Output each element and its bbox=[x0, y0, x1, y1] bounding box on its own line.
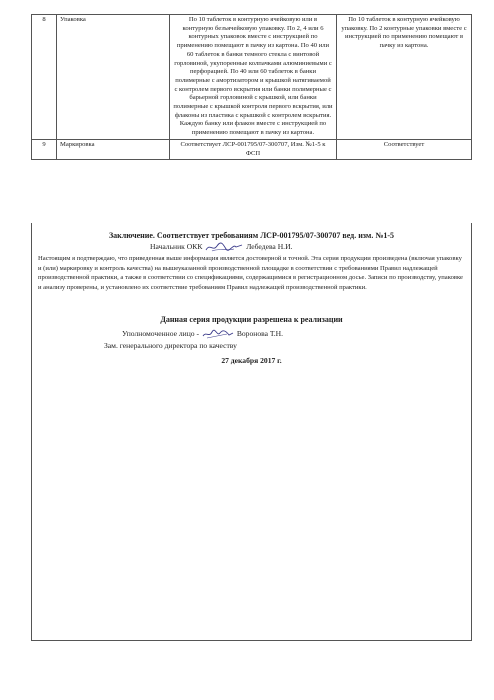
table-row bbox=[32, 15, 472, 140]
row-number: 8 bbox=[32, 15, 57, 140]
release-statement: Данная серия продукции разрешена к реализации bbox=[160, 315, 343, 324]
authorized-signature-icon bbox=[201, 328, 235, 340]
conclusion-section bbox=[31, 223, 472, 641]
statement-paragraph: Настоящим я подтверждаю, что приведенная выше информация является достоверной и точной. Эта серия продукции произведена (включая упаковку и (или) маркировку и контроль качества) на вышеуказанной производственной площадке в соответствии с требованиями Правил надлежащей производственной практики, а также в соответствии со спецификациями, содержащимися в регистрационном досье. Записи по производству, упаковке и анализу проверены, и установлено их соответствие требованиям Правил надлежащей производственной практики. bbox=[38, 255, 463, 291]
authorized-signature-line bbox=[122, 328, 283, 340]
row-fact: По 10 таблеток в контурную ячейковую упаковку. По 2 контурные упаковки вместе с инструкцией по применению помещают в пачку из картона. bbox=[337, 15, 472, 140]
authorized-name: Воронова Т.Н. bbox=[236, 328, 284, 338]
okk-name: Лебедева Н.И. bbox=[246, 241, 293, 251]
okk-signature-line bbox=[150, 241, 292, 253]
conclusion-heading: Заключение. Соответствует требованиям ЛСР-001795/07-300707 вед. изм. №1-5 bbox=[108, 231, 395, 240]
okk-title: Начальник ОКК bbox=[150, 241, 203, 251]
okk-signature-icon bbox=[204, 241, 244, 253]
row-requirement: Соответствует ЛСР-001795/07-300707, Изм. №1-5 к ФСП bbox=[170, 139, 337, 159]
row-name: Маркировка bbox=[57, 139, 170, 159]
document-date: 27 декабря 2017 г. bbox=[221, 356, 282, 365]
row-requirement: По 10 таблеток в контурную ячейковую или в контурную безъячейковую упаковку. По 2, 4 или 6 контурных упаковок вместе с инструкцией по применению помещают в пачку из картона. По 40 или 60 таблеток в банки темного стекла с винтовой горловиной, укупоренные колпачками алюминиевыми с перфорацией. По 40 или 60 таблеток в банки полимерные с амортизатором и крышкой натягиваемой с контролем первого вскрытия или банки полимерные с барьерной горловиной с крышкой, или банки полимерные с крышкой контроля первого вскрытия, или флаконы из пластика с крышкой с контролем вскрытия. Каждую банку или флакон вместе с инструкцией по применению помещают в пачку из картона. bbox=[170, 15, 337, 140]
row-fact: Соответствует bbox=[337, 139, 472, 159]
authorized-position: Зам. генерального директора по качеству bbox=[104, 341, 237, 350]
authorized-title: Уполномоченное лицо - bbox=[122, 328, 199, 338]
specification-table bbox=[31, 14, 472, 160]
row-name: Упаковка bbox=[57, 15, 170, 140]
row-number: 9 bbox=[32, 139, 57, 159]
table-row bbox=[32, 139, 472, 159]
